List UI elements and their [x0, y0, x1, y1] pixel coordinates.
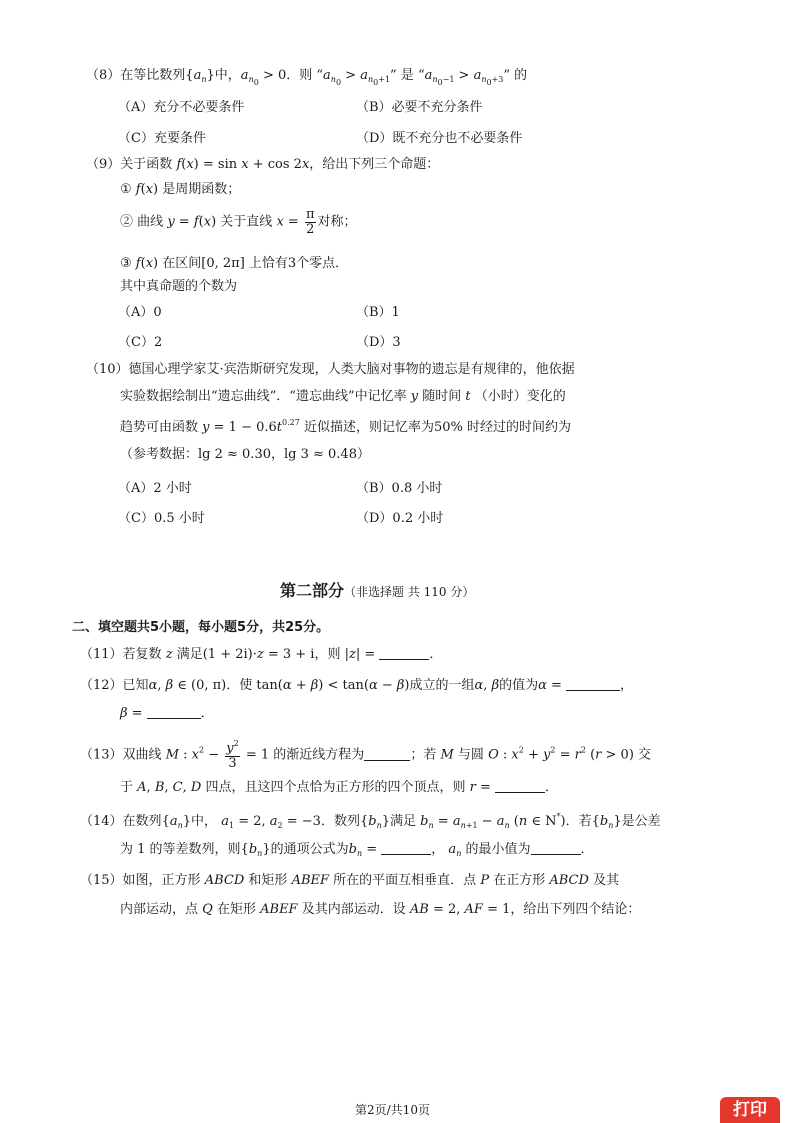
- answer-blank[interactable]: [381, 842, 431, 855]
- q15-line-1: （15）如图，正方形 ABCD 和矩形 ABEF 所在的平面互相垂直．点 P 在正方形 ABCD 及其: [80, 873, 620, 888]
- q11: （11）若复数 z 满足(1 + 2i)·z = 3 + i，则 |z| = ．: [80, 647, 443, 662]
- answer-blank[interactable]: [379, 647, 429, 660]
- part-2-heading: 第二部分（非选择题 共 110 分）: [280, 581, 475, 600]
- q14-line-1: （14）在数列$\{a_n\}$中， $a_1 = 2$, $a_2 = -3$．数列$\{b_n\}$满足 $b_n = a_{n+1} - a_n$ (n ∈ N*)．若$\{b_n\}$是公差: [80, 812, 661, 830]
- q8-option-b: （B）必要不充分条件: [356, 100, 483, 115]
- q9-option-d: （D）3: [356, 335, 401, 350]
- q9-option-b: （B）1: [356, 305, 400, 320]
- q8-option-c: （C）充要条件: [118, 131, 206, 146]
- q13-line-1: （13）双曲线 M : $x^2$ − $\frac{y^2}{3}$ = 1 的渐近线方程为 ；若 M 与圆 O : $x^2 + y^2 = r^2$ (r > 0) 交: [80, 739, 652, 771]
- answer-blank[interactable]: [531, 842, 581, 855]
- q9-option-a: （A）0: [118, 305, 162, 320]
- print-button[interactable]: 打印: [720, 1097, 780, 1123]
- q9-question: 其中真命题的个数为: [120, 279, 238, 294]
- q15-line-2: 内部运动，点 Q 在矩形 ABEF 及其内部运动．设 AB = 2, AF = 1，给出下列四个结论：: [120, 902, 641, 917]
- q10-line-3: 趋势可由函数 $y = 1 - 0.6t^{0.27}$ 近似描述，则记忆率为50% 时经过的时间约为: [120, 418, 571, 435]
- q12-line-1: （12）已知α, β ∈ (0, π)．使 tan(α + β) < tan(α − β)成立的一组α, β的值为α = ，: [80, 678, 634, 693]
- q8-stem: （8）在等比数列$\{a_n\}$中，$a_{n_0} > 0$．则 “$a_{n_0} > a_{n_0+1}$” 是 “$a_{n_0-1} > a_{n_0+3}$” 的: [86, 68, 528, 87]
- q9-option-c: （C）2: [118, 335, 163, 350]
- q14-line-2: 为 1 的等差数列，则$\{b_n\}$的通项公式为$b_n$ = ， $a_n$ 的最小值为 ．: [120, 842, 594, 858]
- q8-option-a: （A）充分不必要条件: [118, 100, 245, 115]
- q12-line-2: β = ．: [120, 706, 214, 721]
- answer-blank[interactable]: [566, 678, 620, 691]
- q9-proposition-1: ① f(x) 是周期函数；: [120, 182, 241, 197]
- q10-option-a: （A）2 小时: [118, 481, 192, 496]
- section-2-heading: 二、填空题共5小题，每小题5分，共25分。: [72, 620, 330, 635]
- q13-line-2: 于 A, B, C, D 四点，且这四个点恰为正方形的四个顶点，则 r = ．: [120, 780, 558, 795]
- page-number: 第2页/共10页: [355, 1103, 430, 1117]
- q9-proposition-3: ③ f(x) 在区间[0, 2π] 上恰有3个零点．: [120, 256, 349, 271]
- q10-option-d: （D）0.2 小时: [356, 511, 444, 526]
- answer-blank[interactable]: [147, 706, 201, 719]
- answer-blank[interactable]: [364, 748, 410, 761]
- q9-proposition-2: ② 曲线 y = f(x) 关于直线 x = $\frac{\pi}{2}$ 对称；: [120, 207, 357, 237]
- q10-option-c: （C）0.5 小时: [118, 511, 205, 526]
- q10-line-2: 实验数据绘制出“遗忘曲线”．“遗忘曲线”中记忆率 y 随时间 t （小时）变化的: [120, 389, 566, 404]
- q10-option-b: （B）0.8 小时: [356, 481, 443, 496]
- q10-reference-data: （参考数据：lg 2 ≈ 0.30，lg 3 ≈ 0.48）: [120, 447, 370, 462]
- q10-line-1: （10）德国心理学家艾·宾浩斯研究发现，人类大脑对事物的遗忘是有规律的，他依据: [86, 362, 575, 377]
- q8-option-d: （D）既不充分也不必要条件: [356, 131, 523, 146]
- q9-stem: （9）关于函数 f(x) = sin x + cos 2x，给出下列三个命题：: [86, 157, 440, 172]
- question-number: （8）: [86, 68, 121, 83]
- answer-blank[interactable]: [495, 780, 545, 793]
